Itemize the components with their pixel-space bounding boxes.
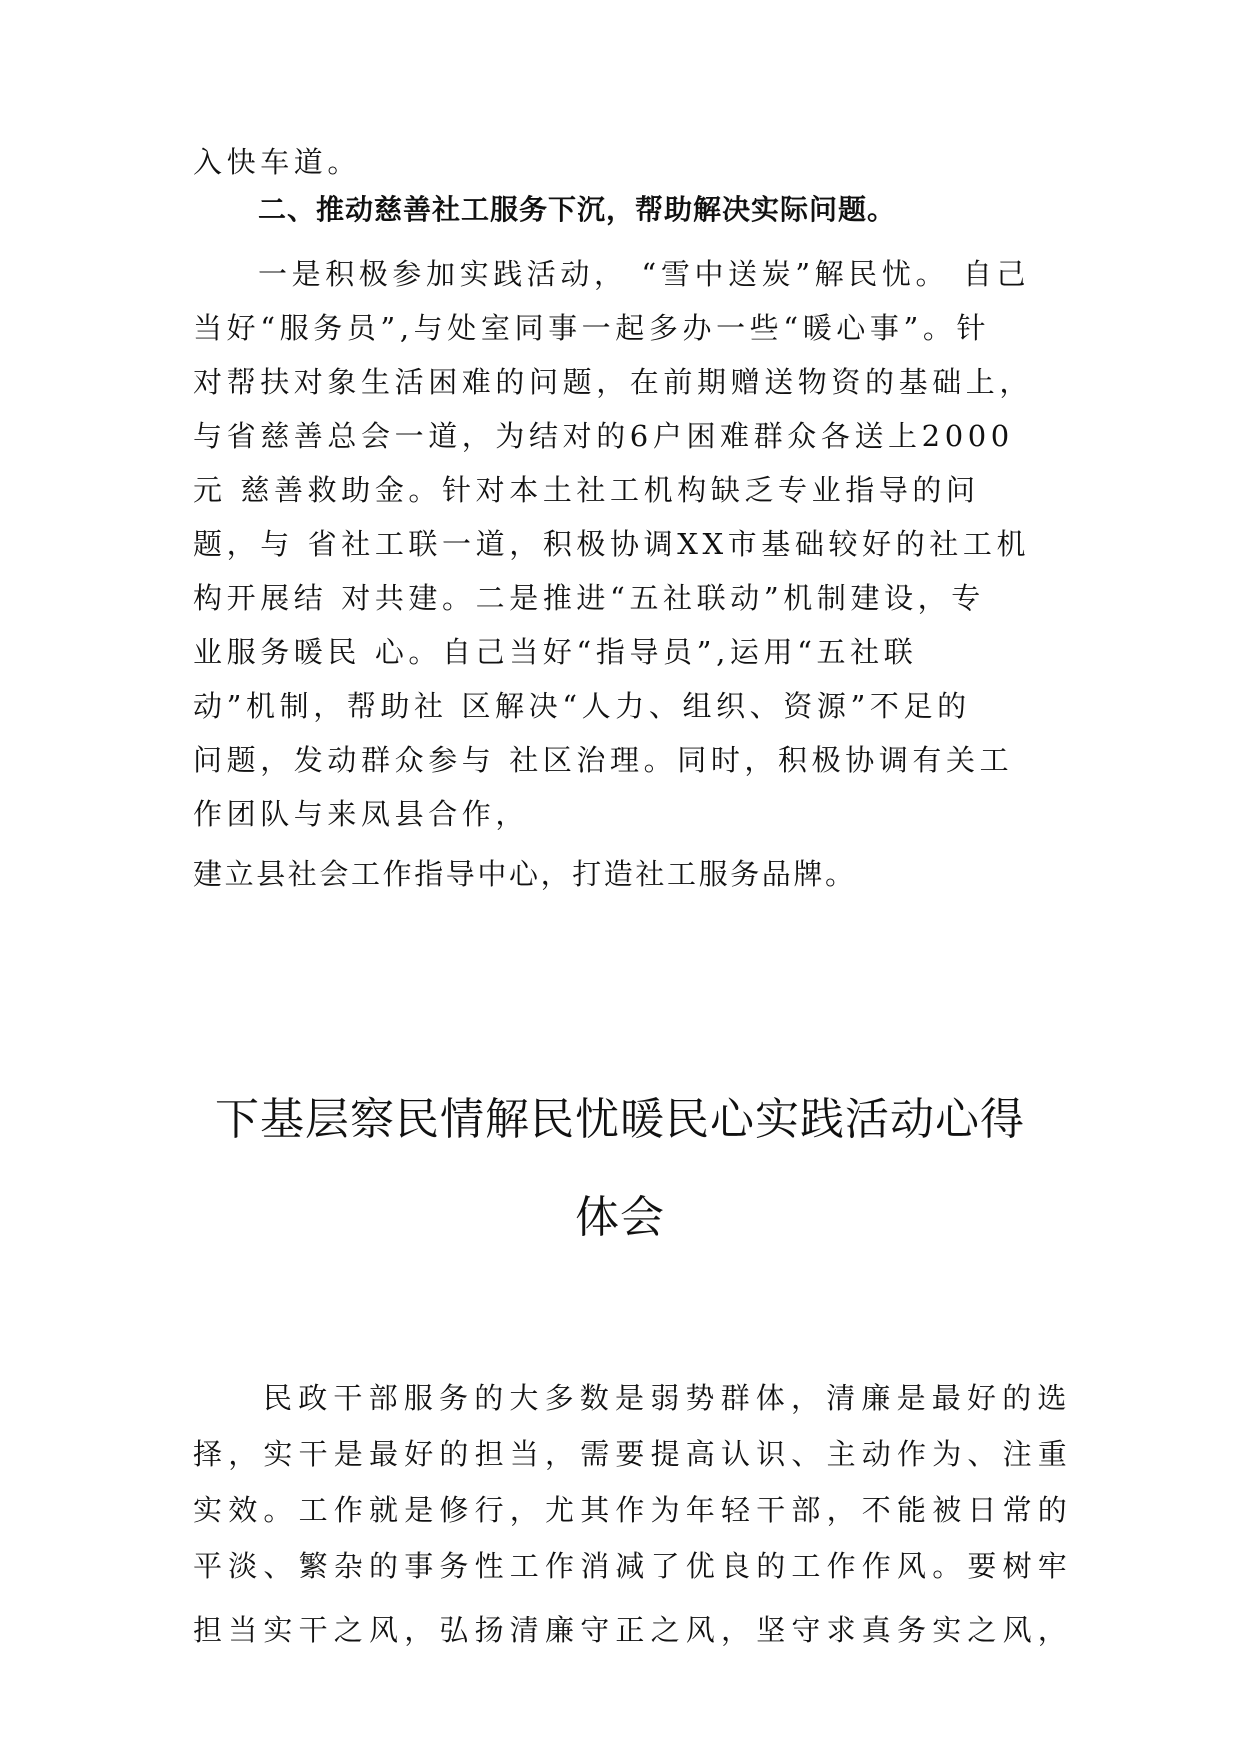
paragraph-line: 问题，发动群众参与 社区治理。同时，积极协调有关工 (193, 743, 1014, 777)
paragraph-line: 业服务暖民 心。自己当好“指导员”,运用“五社联 (193, 635, 918, 669)
paragraph-line: 建立县社会工作指导中心，打造社工服务品牌。 (193, 857, 857, 891)
paragraph-line: 当好“服务员”,与处室同事一起多办一些“暖心事”。针 (193, 311, 991, 345)
paragraph-line: 一是积极参加实践活动， “雪中送炭”解民忧。 自己 (258, 257, 1031, 291)
section-heading: 二、推动慈善社工服务下沉，帮助解决实际问题。 (258, 193, 897, 226)
article-paragraph-line: 择，实干是最好的担当，需要提高认识、主动作为、注重 (193, 1437, 1074, 1471)
paragraph-line: 动”机制，帮助社 区解决“人力、组织、资源”不足的 (193, 689, 971, 723)
paragraph-line: 对帮扶对象生活困难的问题，在前期赠送物资的基础上， (193, 365, 1034, 399)
article-paragraph-line: 担当实干之风，弘扬清廉守正之风，坚守求真务实之风， (193, 1613, 1074, 1647)
continuation-line: 入快车道。 (193, 145, 362, 179)
paragraph-line: 题，与 省社工联一道，积极协调XX市基础较好的社工机 (193, 527, 1031, 561)
paragraph-line: 构开展结 对共建。二是推进“五社联动”机制建设，专 (193, 581, 985, 615)
article-paragraph-line: 平淡、繁杂的事务性工作消减了优良的工作作风。要树牢 (193, 1549, 1074, 1583)
paragraph-line: 与省慈善总会一道，为结对的6户困难群众各送上2000 (193, 419, 1014, 453)
paragraph-line: 元 慈善救助金。针对本土社工机构缺乏专业指导的问 (193, 473, 980, 507)
article-paragraph-line: 民政干部服务的大多数是弱势群体，清廉是最好的选 (263, 1381, 1073, 1415)
paragraph-line: 作团队与来凤县合作， (193, 797, 530, 831)
article-paragraph-line: 实效。工作就是修行，尤其作为年轻干部，不能被日常的 (193, 1493, 1074, 1527)
article-title-continued: 体会 (575, 1192, 665, 1243)
article-title: 下基层察民情解民忧暖民心实践活动心得 (215, 1094, 1025, 1145)
